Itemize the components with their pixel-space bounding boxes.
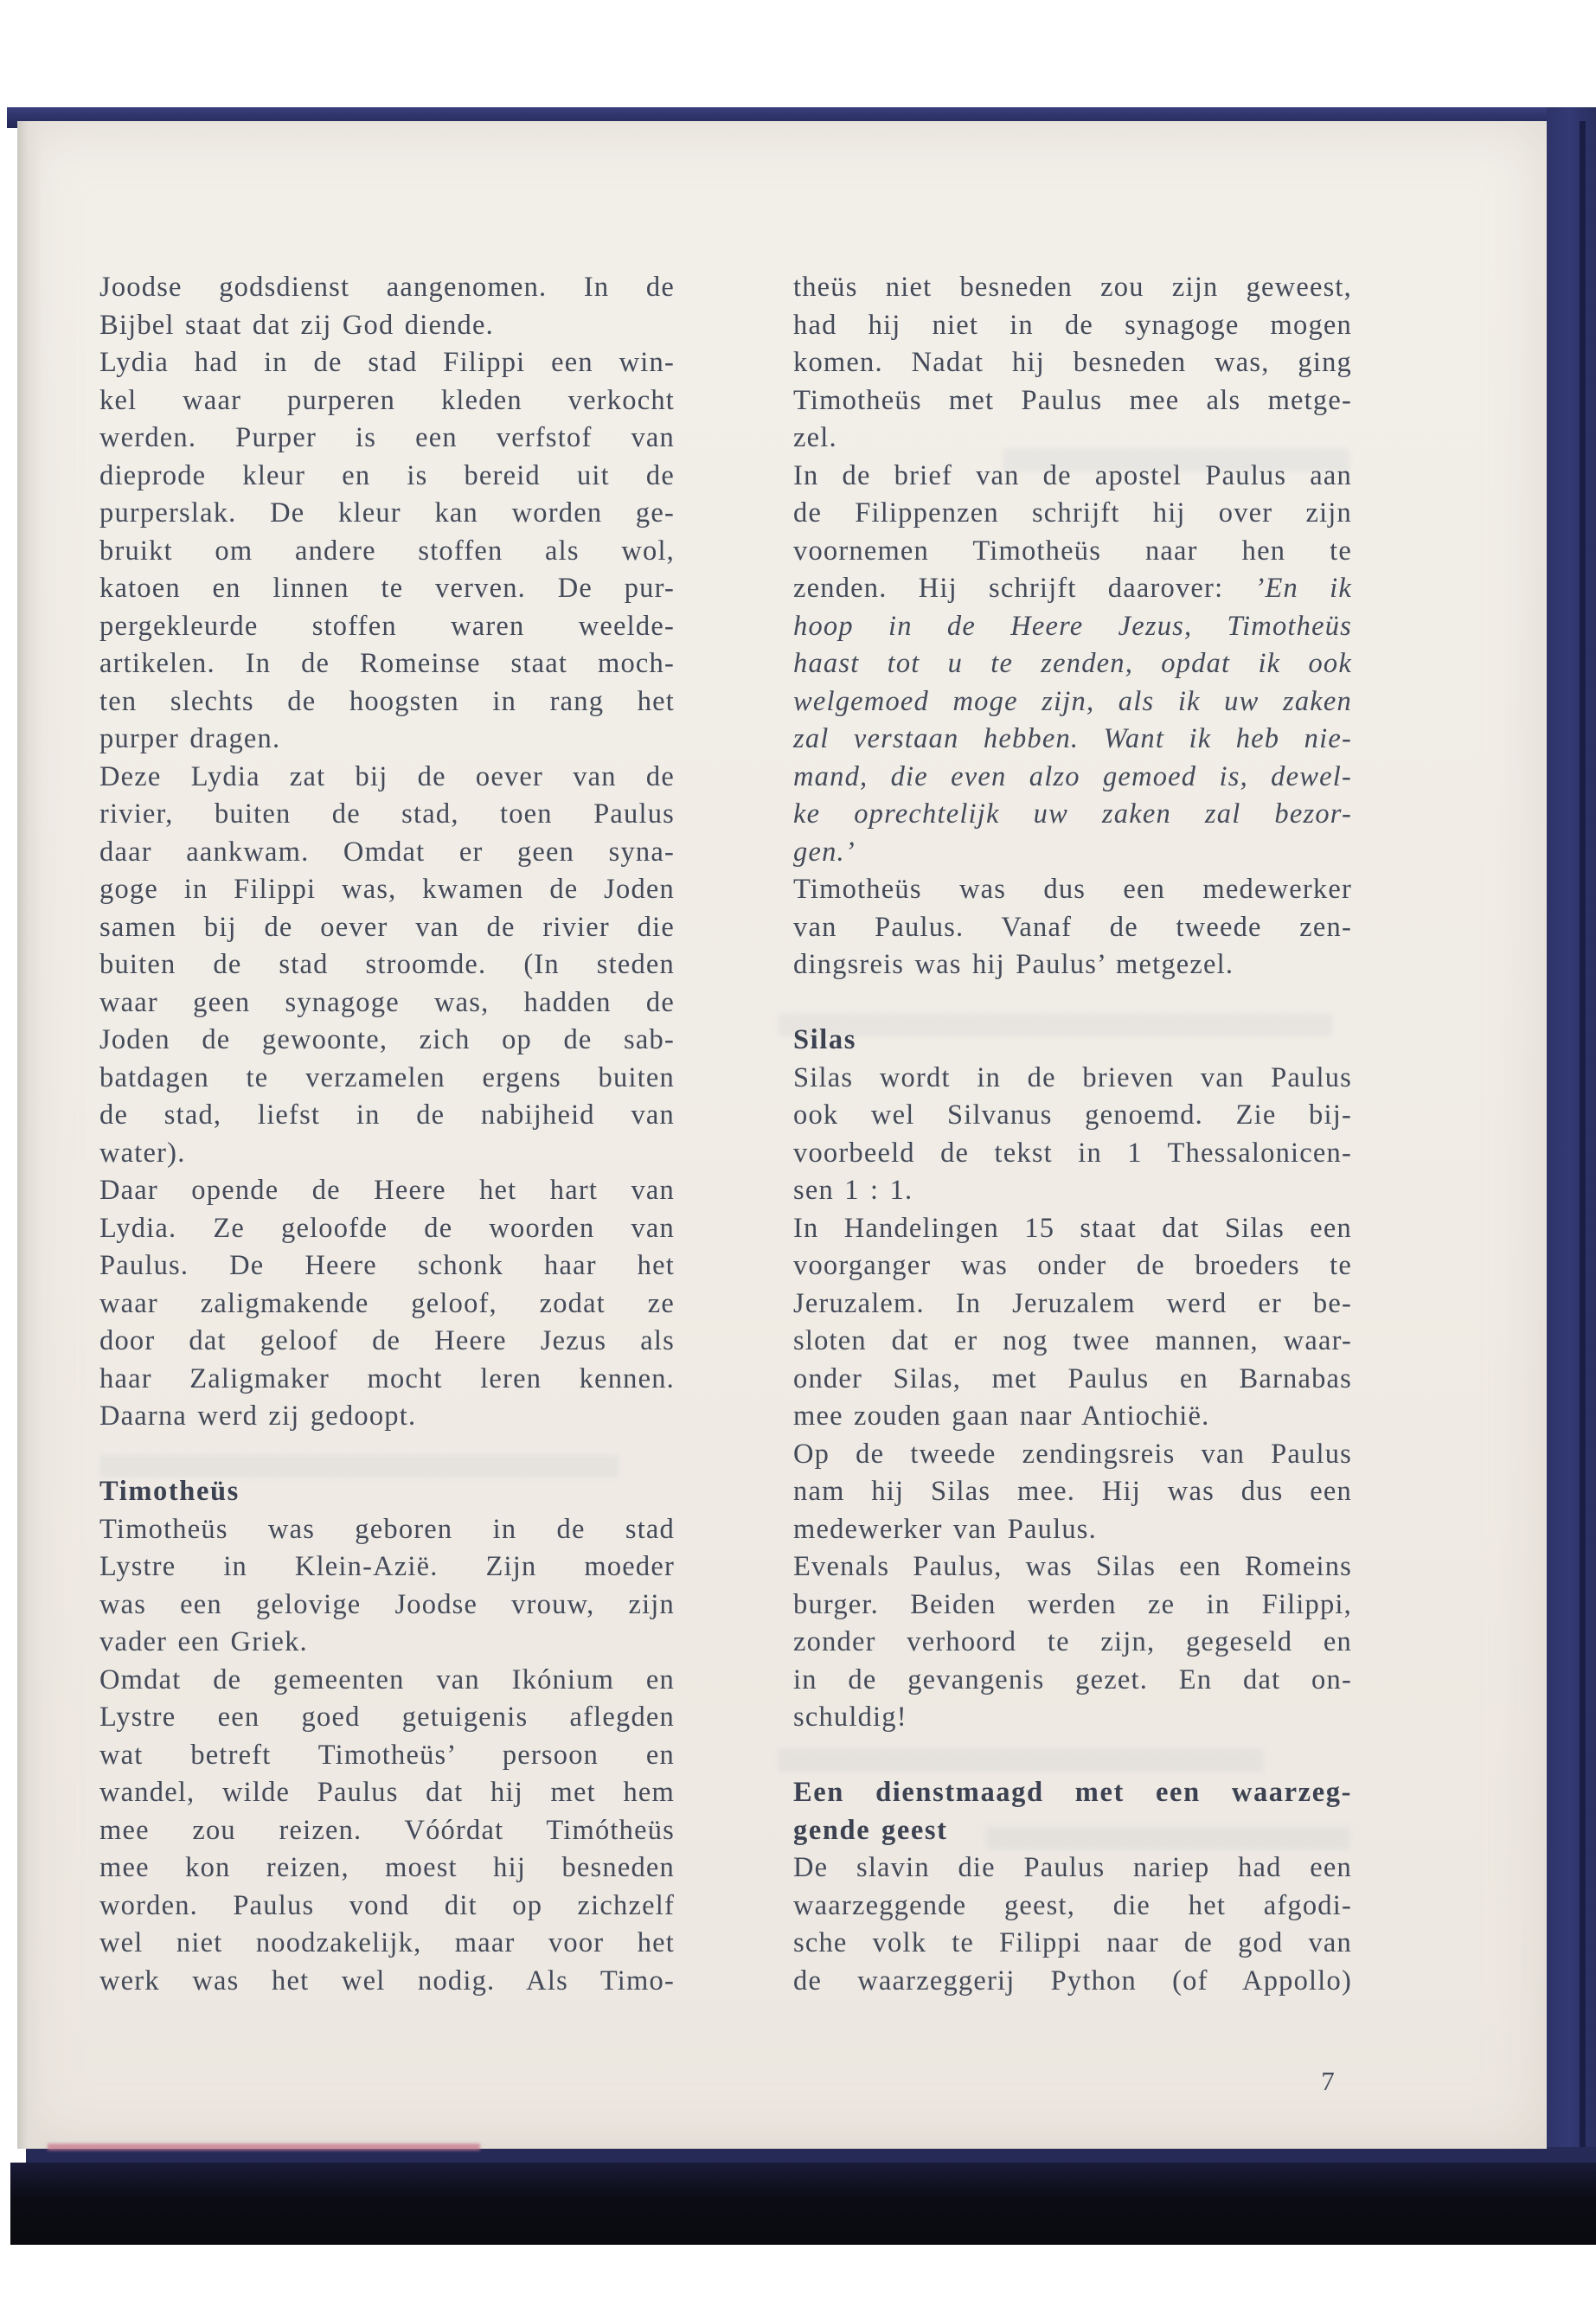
text-line: waar zaligmakende geloof, zodat ze [99, 1287, 675, 1319]
text-line: Deze Lydia zat bij de oever van de [99, 760, 675, 792]
text-line: vader een Griek. [99, 1626, 308, 1657]
text-line: van Paulus. Vanaf de tweede zen- [793, 911, 1352, 943]
text-line: Omdat de gemeenten van Ikónium en [99, 1663, 675, 1695]
text-line: Bijbel staat dat zij God diende. [99, 309, 494, 341]
book-cover-bottom-band [10, 2163, 1596, 2245]
text-line: Evenals Paulus, was Silas een Romeins [793, 1551, 1352, 1582]
text-line: waarzeggende geest, die het afgodi- [793, 1889, 1352, 1921]
text-line: pergekleurde stoffen waren weelde- [99, 610, 675, 642]
text-line: wandel, wilde Paulus dat hij met hem [99, 1777, 675, 1808]
text-line: voorbeeld de tekst in 1 Thessalonicen- [793, 1137, 1352, 1169]
text-line: Timotheüs was dus een medewerker [793, 874, 1352, 905]
text-line: batdagen te verzamelen ergens buiten [99, 1061, 675, 1093]
text-line: de Filippenzen schrijft hij over zijn [793, 497, 1352, 529]
line-spacer [793, 984, 1352, 1022]
text-line: de waarzeggerij Python (of Appollo) [793, 1965, 1352, 1997]
text-line: daar aankwam. Omdat er geen syna- [99, 836, 675, 868]
text-line: sen 1 : 1. [793, 1175, 913, 1206]
text-line: voornemen Timotheüs naar hen te [793, 535, 1352, 567]
text-line: werden. Purper is een verfstof van [99, 422, 675, 453]
page-left-edge [17, 121, 42, 2149]
text-line: mee kon reizen, moest hij besneden [99, 1852, 675, 1883]
text-line: gen.’ [793, 836, 856, 868]
section-heading: Silas [793, 1024, 857, 1055]
text-line: de stad, liefst in de nabijheid van [99, 1099, 675, 1131]
text-line: Lydia had in de stad Filippi een win- [99, 347, 675, 378]
text-line: katoen en linnen te verven. De pur- [99, 573, 675, 604]
text-line: In Handelingen 15 staat dat Silas een [793, 1212, 1352, 1244]
text-segment: zenden. Hij schrijft daarover: [793, 573, 1255, 604]
text-line: schuldig! [793, 1702, 907, 1733]
text-line: mee zou reizen. Vóórdat Timótheüs [99, 1814, 675, 1846]
text-line: Paulus. De Heere schonk haar het [99, 1250, 675, 1281]
text-line: dingsreis was hij Paulus’ metgezel. [793, 949, 1234, 980]
text-line: Daar opende de Heere het hart van [99, 1175, 675, 1206]
section-heading: gende geest [793, 1814, 948, 1846]
text-line: Lystre in Klein-Azië. Zijn moeder [99, 1551, 675, 1582]
text-line: worden. Paulus vond dit op zichzelf [99, 1889, 675, 1921]
text-line: Lystre een goed getuigenis aflegden [99, 1702, 675, 1733]
text-line: haar Zaligmaker mocht leren kennen. [99, 1362, 675, 1394]
text-line: sche volk te Filippi naar de god van [793, 1927, 1352, 1958]
text-line: purperslak. De kleur kan worden ge- [99, 497, 675, 529]
text-line [793, 570, 1352, 608]
text-line: voorganger was onder de broeders te [793, 1250, 1352, 1281]
text-line: Daarna werd zij gedoopt. [99, 1400, 417, 1432]
text-line: haast tot u te zenden, opdat ik ook [793, 648, 1352, 679]
text-line: Op de tweede zendingsreis van Paulus [793, 1438, 1352, 1470]
text-line: bruikt om andere stoffen als wol, [99, 535, 675, 567]
text-line: Joodse godsdienst aangenomen. In de [99, 272, 675, 303]
text-line: De slavin die Paulus nariep had een [793, 1852, 1352, 1883]
book-cover-right-edge [1547, 107, 1596, 2176]
text-line: door dat geloof de Heere Jezus als [99, 1325, 675, 1356]
text-line: ke oprechtelijk uw zaken zal bezor- [793, 798, 1352, 830]
text-line: waar geen synagoge was, hadden de [99, 986, 675, 1018]
text-column-left [99, 269, 675, 2000]
page-bottom-pink-sliver [48, 2144, 480, 2150]
text-line: goge in Filippi was, kwamen de Joden [99, 874, 675, 905]
text-line: wat betreft Timotheüs’ persoon en [99, 1739, 675, 1771]
text-line: zonder verhoord te zijn, gegeseld en [793, 1626, 1352, 1657]
text-line: theüs niet besneden zou zijn geweest, [793, 272, 1352, 303]
text-line: buiten de stad stroomde. (In steden [99, 949, 675, 980]
text-line: onder Silas, met Paulus en Barnabas [793, 1362, 1352, 1394]
text-line: Silas wordt in de brieven van Paulus [793, 1061, 1352, 1093]
text-line: in de gevangenis gezet. En dat on- [793, 1663, 1352, 1695]
text-line: Timotheüs met Paulus mee als metge- [793, 384, 1352, 416]
text-line: hoop in de Heere Jezus, Timotheüs [793, 610, 1352, 642]
quote-start-italic: ’En ik [1254, 573, 1352, 604]
text-line: dieprode kleur en is bereid uit de [99, 459, 675, 491]
text-line: purper dragen. [99, 723, 281, 754]
text-line: Joden de gewoonte, zich op de sab- [99, 1024, 675, 1055]
text-line: artikelen. In de Romeinse staat moch- [99, 648, 675, 679]
section-heading: Timotheüs [99, 1476, 240, 1507]
text-line: rivier, buiten de stad, toen Paulus [99, 798, 675, 830]
line-spacer [99, 1436, 675, 1474]
text-line: Lydia. Ze geloofde de woorden van [99, 1212, 675, 1244]
section-heading: Een dienstmaagd met een waarzeg- [793, 1777, 1352, 1808]
text-line: ten slechts de hoogsten in rang het [99, 685, 675, 717]
text-line: zel. [793, 422, 837, 453]
text-line: wel niet noodzakelijk, maar voor het [99, 1927, 675, 1958]
text-line: samen bij de oever van de rivier die [99, 911, 675, 943]
text-line: ook wel Silvanus genoemd. Zie bij- [793, 1099, 1352, 1131]
text-line: medewerker van Paulus. [793, 1513, 1097, 1545]
text-line: zal verstaan hebben. Want ik heb nie- [793, 723, 1352, 754]
text-line: had hij niet in de synagoge mogen [793, 309, 1352, 341]
text-line: In de brief van de apostel Paulus aan [793, 459, 1352, 491]
text-line: mand, die even alzo gemoed is, dewel- [793, 760, 1352, 792]
line-spacer [793, 1737, 1352, 1775]
text-column-right [793, 269, 1352, 2000]
text-line: mee zouden gaan naar Antiochië. [793, 1400, 1210, 1432]
page-number: 7 [1321, 2066, 1335, 2096]
text-line: nam hij Silas mee. Hij was dus een [793, 1476, 1352, 1507]
text-line: kel waar purperen kleden verkocht [99, 384, 675, 416]
text-line: water). [99, 1137, 186, 1169]
text-line: werk was het wel nodig. Als Timo- [99, 1965, 675, 1997]
book-cover-right-groove [1580, 121, 1586, 2159]
text-line: komen. Nadat hij besneden was, ging [793, 347, 1352, 378]
text-line: welgemoed moge zijn, als ik uw zaken [793, 685, 1352, 717]
text-line: sloten dat er nog twee mannen, waar- [793, 1325, 1352, 1356]
text-line: burger. Beiden werden ze in Filippi, [793, 1588, 1352, 1620]
text-line: Timotheüs was geboren in de stad [99, 1513, 675, 1545]
text-line: Jeruzalem. In Jeruzalem werd er be- [793, 1287, 1352, 1319]
text-line: was een gelovige Joodse vrouw, zijn [99, 1588, 675, 1620]
